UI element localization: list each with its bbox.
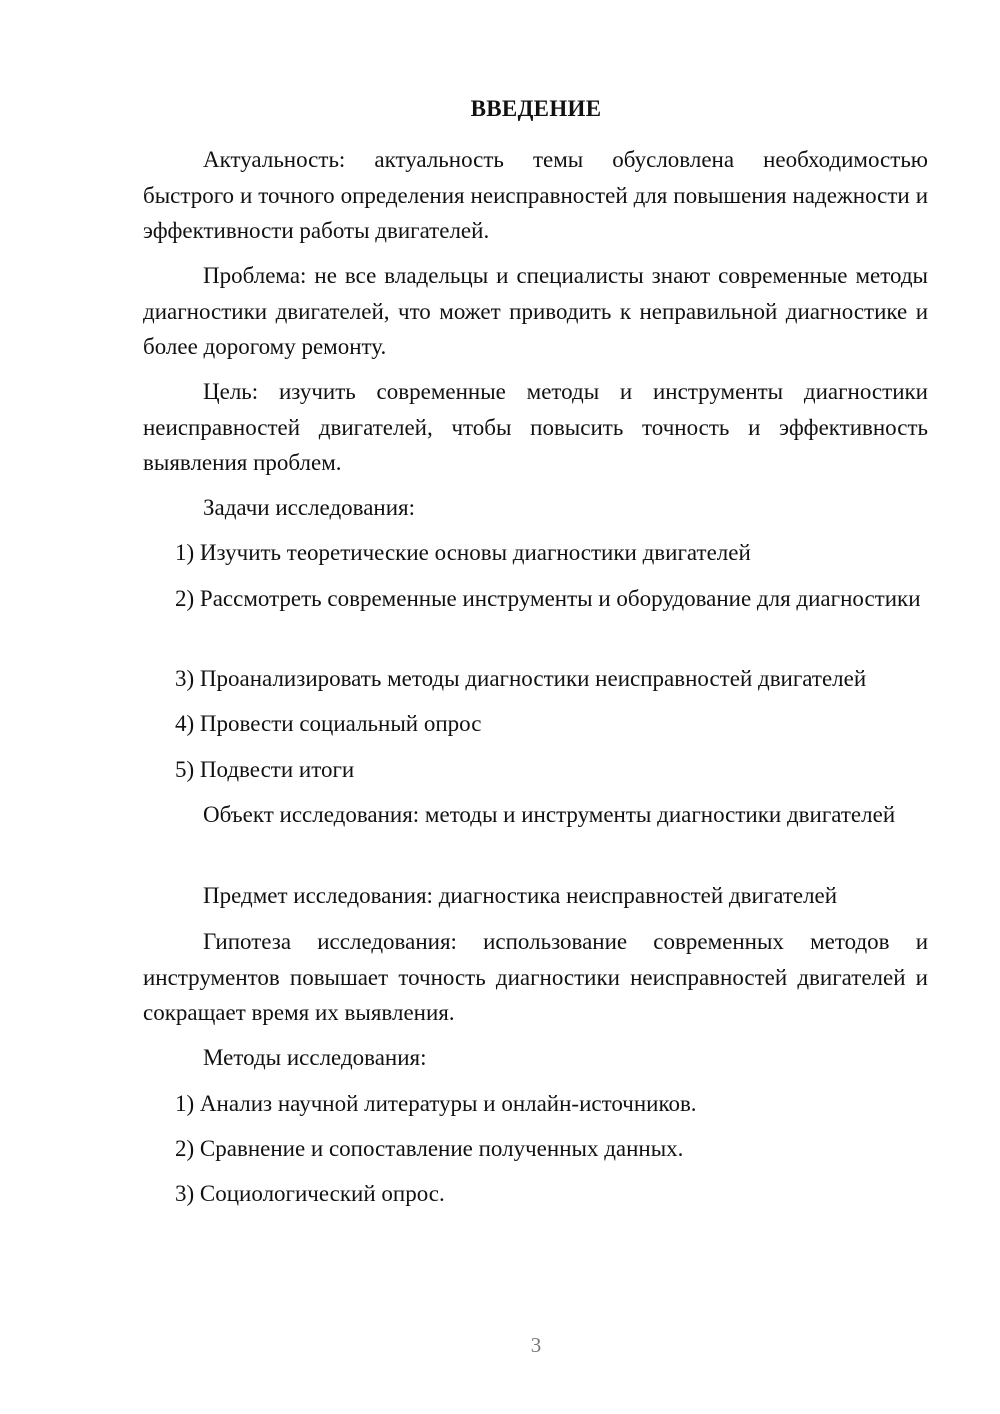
problem-paragraph: Проблема: не все владельцы и специалисты знают современные методы диагностики двигателей, что может приводить к неправильной диагностике и более дорогому ремонту. (143, 263, 928, 359)
task-item: 5) Подвести итоги (175, 757, 355, 782)
task-item: 4) Провести социальный опрос (175, 711, 482, 736)
hypothesis-paragraph: Гипотеза исследования: использование современных методов и инструментов повышает точность диагностики неисправностей двигателей и сокращает время их выявления. (143, 929, 928, 1025)
task-item: 2) Рассмотреть современные инструменты и оборудование для диагностики (175, 586, 921, 611)
method-item: 2) Сравнение и сопоставление полученных данных. (175, 1136, 684, 1161)
task-item: 3) Проанализировать методы диагностики неисправностей двигателей (175, 666, 867, 691)
methods-heading: Методы исследования: (203, 1045, 427, 1070)
goal-paragraph: Цель: изучить современные методы и инструменты диагностики неисправностей двигателей, чтобы повысить точность и эффективность выявления проблем. (143, 379, 928, 475)
object-paragraph: Объект исследования: методы и инструменты диагностики двигателей (203, 802, 896, 827)
subject-paragraph: Предмет исследования: диагностика неисправностей двигателей (203, 883, 838, 908)
page-number: 3 (530, 1333, 542, 1357)
task-item: 1) Изучить теоретические основы диагностики двигателей (175, 540, 751, 565)
relevance-paragraph: Актуальность: актуальность темы обусловлена необходимостью быстрого и точного определения неисправностей для повышения надежности и эффективности работы двигателей. (143, 147, 928, 243)
page-title: ВВЕДЕНИЕ (470, 96, 602, 121)
tasks-heading: Задачи исследования: (203, 495, 416, 520)
method-item: 1) Анализ научной литературы и онлайн-источников. (175, 1091, 697, 1116)
method-item: 3) Социологический опрос. (175, 1181, 445, 1206)
